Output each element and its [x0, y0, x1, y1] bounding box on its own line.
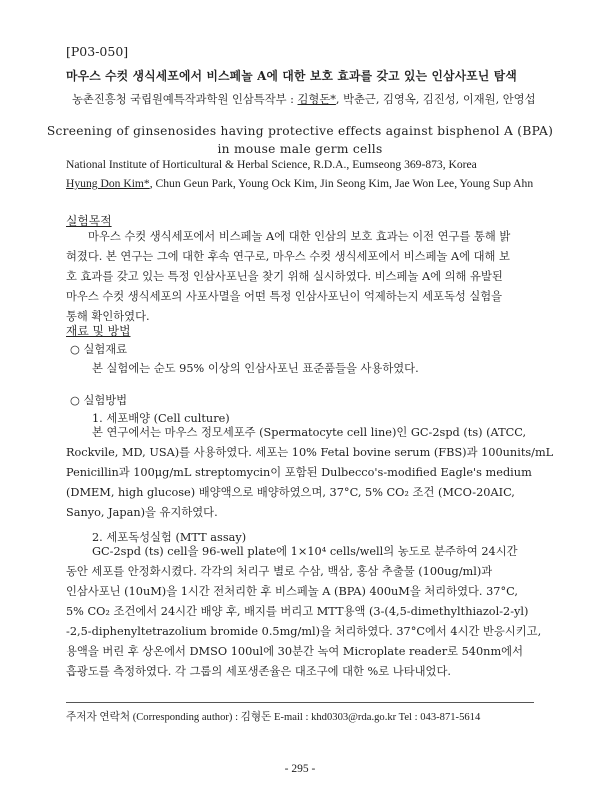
english-title-line-1: Screening of ginsenosides having protective effects against bisphenol A (BPA) — [46, 124, 554, 138]
page-number: - 295 - — [284, 763, 316, 775]
cell-culture-paragraph — [66, 423, 553, 523]
mtt-line: 흡광도를 측정하였다. 각 그룹의 세포생존율은 대조구에 대한 %로 나타내었다. — [66, 665, 451, 678]
corresponding-author-contact: 주저자 연락처 (Corresponding author) : 김형돈 E-mail : khd0303@rda.go.kr Tel : 043-871-5614 — [66, 712, 481, 723]
english-coauthors: , Chun Geun Park, Young Ock Kim, Jin Seong Kim, Jae Won Lee, Young Sup Ahn — [149, 177, 534, 190]
korean-authors — [72, 91, 536, 107]
english-corresponding-author: Hyung Don Kim* — [66, 177, 150, 190]
culture-line: Penicillin과 100μg/mL streptomycin이 포함된 Dulbecco's-modified Eagle's medium — [66, 466, 532, 479]
culture-line: 본 연구에서는 마우스 정모세포주 (Spermatocyte cell line)인 GC-2spd (ts) (ATCC, — [92, 426, 527, 439]
footer-divider — [66, 702, 534, 703]
mtt-assay-heading: 2. 세포독성실험 (MTT assay) — [92, 531, 247, 544]
korean-coauthors: , 박춘근, 김영옥, 김진성, 이재원, 안영섭 — [335, 93, 536, 106]
mtt-line: 5% CO₂ 조건에서 24시간 배양 후, 배지를 버리고 MTT용액 (3-(4,5-dimethylthiazol-2-yl) — [66, 605, 529, 618]
materials-text: 본 실험에는 순도 95% 이상의 인삼사포닌 표준품들을 사용하였다. — [92, 362, 419, 375]
materials-heading: ○ 실험재료 — [70, 343, 128, 356]
purpose-heading: 실험목적 — [66, 214, 112, 228]
mtt-line: 동안 세포를 안정화시켰다. 각각의 처리구 별로 수삼, 백삼, 홍삼 추출물 (100ug/ml)과 — [66, 565, 493, 578]
purpose-line: 호 효과를 갖고 있는 특정 인삼사포닌을 찾기 위해 실시하였다. 비스페놀 A에 의해 유발된 — [66, 270, 503, 283]
culture-line: (DMEM, high glucose) 배양액으로 배양하였으며, 37°C, 5% CO₂ 조건 (MCO-20AIC, — [66, 486, 515, 499]
purpose-line: 마우스 수컷 생식세포에서 비스페놀 A에 대한 인삼의 보호 효과는 이전 연구를 통해 밝 — [88, 230, 511, 243]
purpose-line: 마우스 수컷 생식세포의 사포사멸을 어떤 특정 인삼사포닌이 억제하는지 세포독성 실험을 — [66, 290, 503, 303]
english-title-line-2: in mouse male germ cells — [217, 142, 383, 156]
mtt-assay-paragraph — [66, 542, 541, 682]
korean-affiliation: 농촌진흥청 국립원예특작과학원 인삼특작부 : — [72, 93, 298, 106]
purpose-paragraph — [66, 227, 510, 327]
mtt-line: 용액을 버린 후 상온에서 DMSO 100ul에 30분간 녹여 Microplate reader로 540nm에서 — [66, 645, 523, 658]
abstract-code: [P03-050] — [66, 44, 129, 59]
methods-heading: 재료 및 방법 — [66, 324, 131, 338]
english-institution: National Institute of Horticultural & Herbal Science, R.D.A., Eumseong 369-873, Korea — [66, 158, 477, 171]
culture-line: Sanyo, Japan)을 유지하였다. — [66, 506, 218, 519]
english-authors — [66, 177, 533, 190]
mtt-line: GC-2spd (ts) cell을 96-well plate에 1×10⁴ cells/well의 농도로 분주하여 24시간 — [92, 545, 518, 558]
korean-corresponding-author: 김형돈* — [297, 93, 336, 106]
mtt-line: -2,5-diphenyltetrazolium bromide 0.5mg/ml)을 처리하였다. 37°C에서 4시간 반응시키고, — [66, 625, 542, 638]
korean-title: 마우스 수컷 생식세포에서 비스페놀 A에 대한 보호 효과를 갖고 있는 인삼사포닌 탐색 — [66, 69, 517, 83]
methods-subheading: ○ 실험방법 — [70, 394, 128, 407]
culture-line: Rockvile, MD, USA)를 사용하였다. 세포는 10% Fetal bovine serum (FBS)과 100units/mL — [66, 446, 554, 459]
purpose-line: 혀졌다. 본 연구는 그에 대한 후속 연구로, 마우스 수컷 생식세포에서 비스페놀 A에 대해 보 — [66, 250, 510, 263]
cell-culture-heading: 1. 세포배양 (Cell culture) — [92, 412, 230, 425]
mtt-line: 인삼사포닌 (10uM)을 1시간 전처리한 후 비스페놀 A (BPA) 400uM을 처리하였다. 37°C, — [66, 585, 518, 598]
purpose-line: 통해 확인하였다. — [66, 310, 150, 323]
